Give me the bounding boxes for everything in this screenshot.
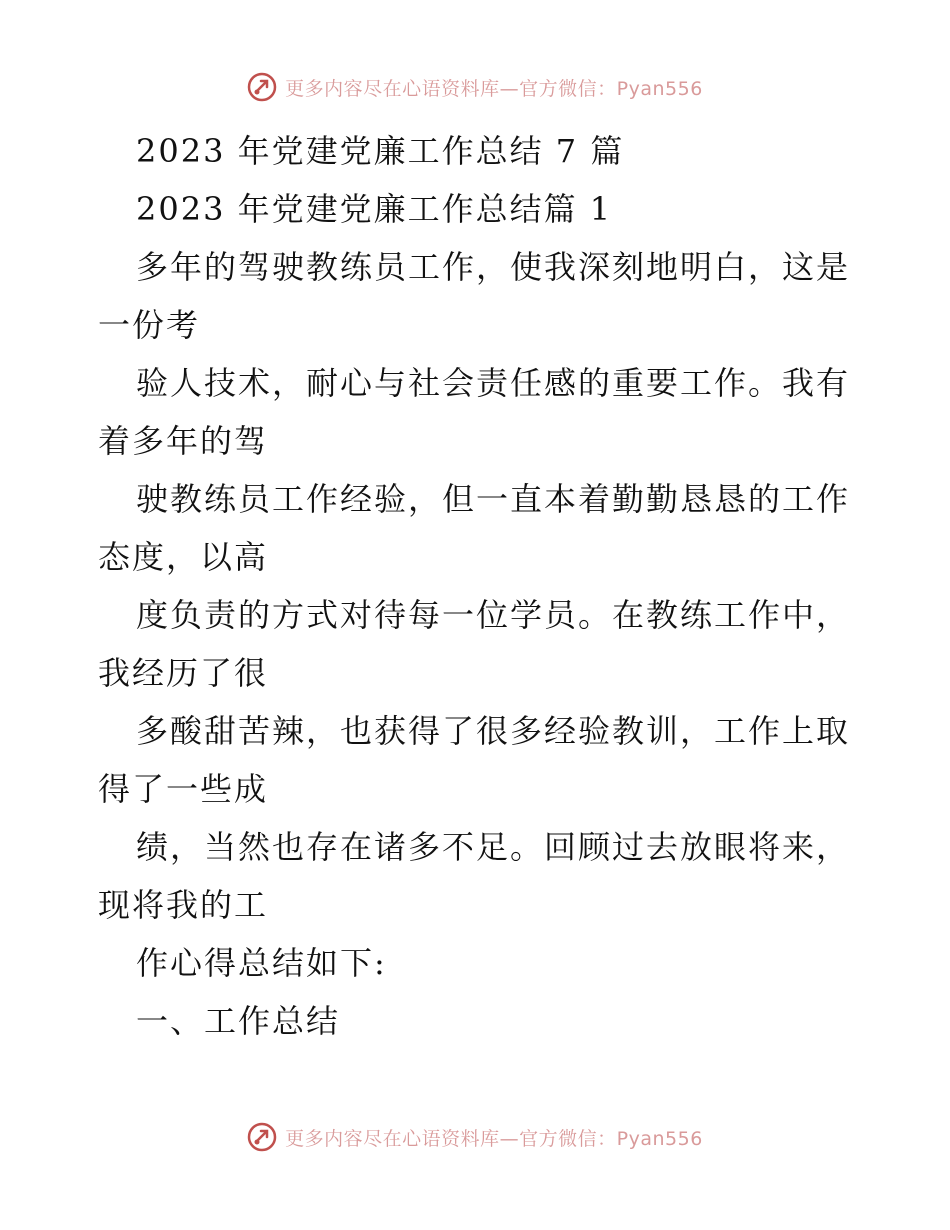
watermark-text: 更多内容尽在心语资料库—官方微信：Pyan556 — [285, 1127, 703, 1150]
paragraph-line: 态度，以高 — [98, 538, 269, 576]
paragraph-line: 我经历了很 — [98, 654, 269, 692]
brand-logo-icon — [247, 1122, 277, 1152]
footer-watermark — [0, 1122, 950, 1152]
paragraph-line: 度负责的方式对待每一位学员。在教练工作中， — [136, 596, 851, 634]
paragraph-line: 绩，当然也存在诸多不足。回顾过去放眼将来， — [136, 828, 851, 866]
header-watermark — [0, 72, 950, 102]
paragraph-line: 一份考 — [98, 306, 201, 344]
paragraph-line: 多酸甜苦辣，也获得了很多经验教训，工作上取 — [136, 712, 851, 750]
paragraph-line: 作心得总结如下: — [136, 944, 387, 982]
paragraph-line: 验人技术，耐心与社会责任感的重要工作。我有 — [136, 364, 851, 402]
subsection-heading: 一、工作总结 — [136, 1002, 341, 1040]
document-title: 2023 年党建党廉工作总结 7 篇 — [136, 132, 625, 170]
paragraph-line: 驶教练员工作经验，但一直本着勤勤恳恳的工作 — [136, 480, 851, 518]
brand-logo-icon — [247, 72, 277, 102]
paragraph-line: 得了一些成 — [98, 770, 269, 808]
section-heading: 2023 年党建党廉工作总结篇 1 — [136, 190, 613, 228]
paragraph-line: 着多年的驾 — [98, 422, 269, 460]
watermark-text: 更多内容尽在心语资料库—官方微信：Pyan556 — [285, 77, 703, 100]
paragraph-line: 现将我的工 — [98, 886, 269, 924]
document-body — [98, 122, 858, 1050]
paragraph-line: 多年的驾驶教练员工作，使我深刻地明白，这是 — [136, 248, 851, 286]
